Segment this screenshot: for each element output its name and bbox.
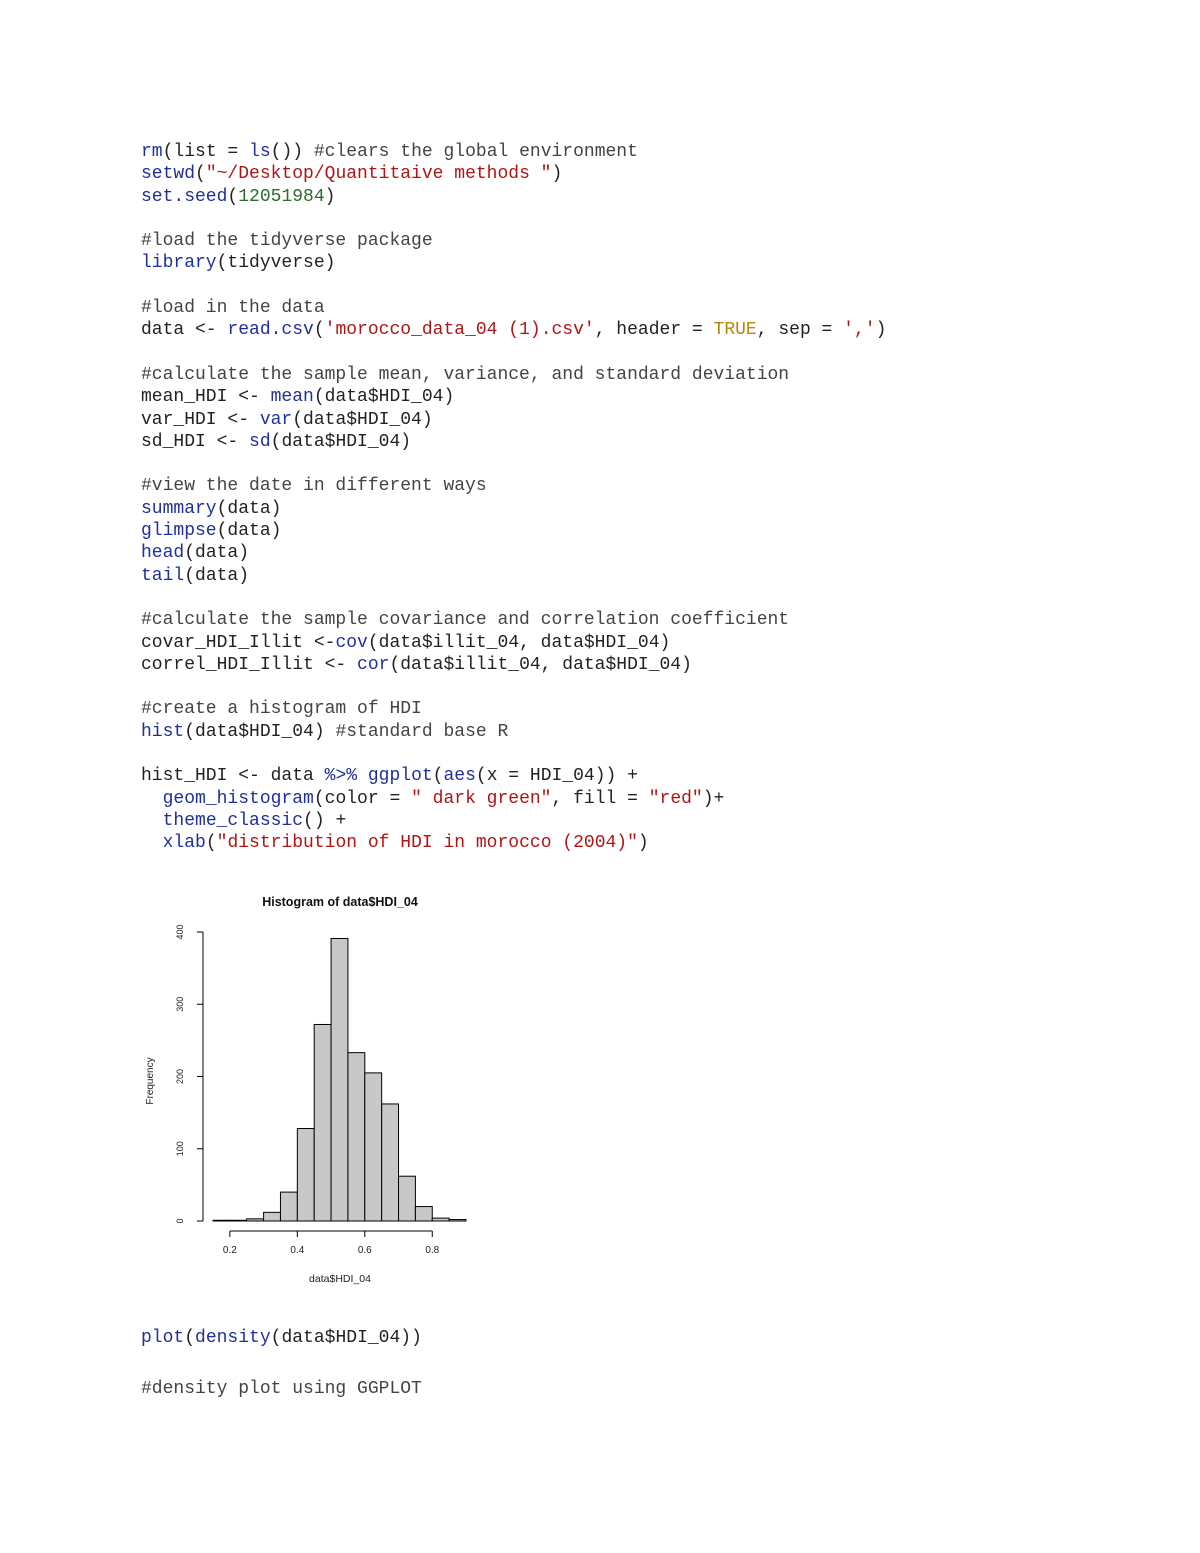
code-string: " dark green" — [411, 788, 552, 809]
code-token: (data$illit_04, data$HDI_04) — [389, 654, 692, 675]
code-token: tail — [141, 565, 185, 586]
code-line — [141, 230, 1141, 252]
code-line — [141, 765, 1141, 787]
code-token: xlab — [162, 833, 206, 854]
code-line — [141, 386, 1141, 408]
histogram-bar — [247, 1219, 264, 1221]
code-token: ( — [205, 833, 217, 854]
code-token: read.csv — [227, 320, 314, 341]
code-token: sd_HDI <- — [141, 431, 250, 452]
x-tick-label: 0.2 — [222, 1245, 237, 1256]
histogram-bar — [264, 1212, 281, 1221]
x-tick-label: 0.6 — [357, 1245, 372, 1256]
code-string: 'morocco_data_04 (1).csv' — [324, 320, 595, 341]
code-token: ggplot — [367, 766, 433, 787]
code-line — [141, 297, 1141, 319]
code-boolean: TRUE — [713, 320, 757, 341]
y-tick-label: 0 — [175, 1218, 185, 1224]
code-block — [141, 141, 1141, 855]
code-token: (data$HDI_04) — [292, 409, 433, 430]
code-comment: #density plot using GGPLOT — [141, 1379, 422, 1400]
code-comment: #load the tidyverse package — [141, 231, 433, 252]
code-comment: #load in the data — [141, 298, 325, 319]
code-string: "red" — [648, 788, 703, 809]
code-token: data <- — [141, 320, 228, 341]
histogram-bar — [297, 1129, 314, 1221]
code-token: ( — [184, 1328, 196, 1348]
code-token — [357, 766, 368, 786]
code-line — [141, 431, 1141, 453]
code-line — [141, 319, 1141, 341]
code-token: (data) — [184, 543, 250, 564]
y-tick-label: 300 — [175, 996, 185, 1012]
code-token: (data$HDI_04)) — [270, 1328, 422, 1348]
code-token: ) — [324, 186, 336, 207]
code-token: ) — [551, 164, 563, 185]
code-line — [141, 475, 1141, 497]
code-token: cov — [335, 632, 368, 653]
x-axis — [223, 1231, 440, 1256]
code-string: "distribution of HDI in morocco (2004)" — [216, 833, 638, 854]
code-line — [141, 832, 1141, 854]
y-axis-label: Frequency — [145, 1057, 156, 1105]
code-comment: #calculate the sample covariance and correlation coefficient — [141, 610, 790, 631]
code-token: set.seed — [141, 186, 228, 207]
histogram-bar — [348, 1053, 365, 1221]
histogram-bar — [382, 1104, 399, 1221]
code-token — [141, 811, 163, 831]
code-token: var_HDI <- — [141, 409, 260, 430]
code-token: density — [195, 1328, 271, 1348]
histogram-bar — [365, 1073, 382, 1221]
code-line — [141, 409, 1141, 431]
code-token: hist — [141, 721, 185, 742]
code-line — [141, 252, 1141, 274]
code-line — [141, 141, 1141, 163]
code-token: summary — [141, 498, 217, 519]
code-line — [141, 364, 1141, 386]
x-axis-label: data$HDI_04 — [309, 1273, 371, 1285]
code-string: "~/Desktop/Quantitaive methods " — [205, 164, 552, 185]
code-comment: #create a histogram of HDI — [141, 699, 422, 720]
histogram-bar — [449, 1220, 466, 1221]
code-line — [141, 721, 1141, 743]
code-token: (data) — [184, 565, 250, 586]
code-token: ls — [249, 142, 271, 162]
code-token — [141, 833, 163, 853]
code-token: geom_histogram — [162, 788, 314, 809]
code-token: (data) — [216, 498, 282, 519]
code-token: ) — [637, 833, 649, 854]
histogram-bar — [280, 1192, 297, 1221]
code-token: sd — [249, 431, 271, 452]
code-token: glimpse — [141, 521, 217, 542]
code-token — [141, 789, 163, 809]
histogram-bar — [230, 1220, 247, 1221]
code-token: (data$HDI_04) — [184, 721, 336, 742]
histogram-bar — [399, 1176, 416, 1221]
code-token: ( — [227, 186, 239, 207]
code-token: (data) — [216, 521, 282, 542]
code-token: , header = — [594, 320, 714, 341]
code-line — [141, 632, 1141, 654]
code-token: rm — [141, 142, 163, 162]
code-line — [141, 186, 1141, 208]
code-line — [141, 163, 1141, 185]
code-token: () + — [303, 810, 347, 831]
y-tick-label: 100 — [175, 1141, 185, 1157]
code-line — [141, 654, 1141, 676]
y-tick-label: 400 — [175, 924, 185, 940]
code-token: (x = HDI_04)) + — [475, 766, 638, 787]
code-token: (data$HDI_04) — [313, 387, 455, 408]
code-line — [141, 565, 1141, 587]
code-token: aes — [443, 766, 476, 787]
code-comment: #calculate the sample mean, variance, and standard deviation — [141, 364, 790, 385]
y-axis — [175, 924, 203, 1223]
histogram-bar — [213, 1220, 230, 1221]
code-token: ( — [313, 320, 325, 341]
histogram-bar — [314, 1024, 331, 1221]
code-token: covar_HDI_Illit <- — [141, 632, 336, 653]
code-comment: #clears the global environment — [313, 142, 638, 162]
code-token: (color = — [313, 788, 412, 809]
histogram-bar — [331, 939, 348, 1221]
code-token: %>% — [324, 766, 358, 787]
y-tick-label: 200 — [175, 1068, 185, 1085]
code-token: var — [259, 409, 293, 430]
code-token: ()) — [270, 142, 314, 162]
x-tick-label: 0.4 — [290, 1245, 305, 1256]
code-line — [141, 520, 1141, 542]
code-token: , sep = — [756, 320, 844, 341]
code-line — [141, 498, 1141, 520]
bars-group — [213, 939, 466, 1221]
code-token: ( — [432, 766, 444, 787]
code-token: (data$illit_04, data$HDI_04) — [367, 632, 671, 653]
chart-title: Histogram of data$HDI_04 — [262, 895, 418, 909]
code-token: mean_HDI <- — [141, 387, 271, 408]
code-token: ( — [195, 164, 206, 185]
code-token: setwd — [141, 164, 196, 185]
code-token: library — [141, 253, 217, 274]
code-number: 12051984 — [238, 186, 325, 207]
code-token: head — [141, 543, 185, 564]
code-token: (tidyverse) — [216, 253, 336, 274]
code-line — [141, 698, 1141, 720]
code-token: plot — [141, 1328, 185, 1348]
code-line — [141, 788, 1141, 810]
code-token: , fill = — [551, 788, 649, 809]
x-tick-label: 0.8 — [425, 1245, 440, 1256]
code-token: mean — [270, 387, 314, 408]
code-comment: #view the date in different ways — [141, 476, 487, 497]
code-line — [141, 810, 1141, 832]
code-line — [141, 1327, 422, 1349]
code-block-after — [141, 1327, 422, 1401]
code-token: theme_classic — [162, 810, 304, 831]
code-line — [141, 542, 1141, 564]
code-token: hist_HDI <- data — [141, 766, 325, 787]
code-string: ',' — [843, 320, 876, 341]
histogram-svg — [140, 888, 480, 1293]
code-token: correl_HDI_Illit <- — [141, 654, 358, 675]
histogram-bar — [415, 1207, 432, 1221]
code-token: cor — [357, 654, 390, 675]
code-token: (list = — [162, 142, 250, 162]
code-comment: #standard base R — [335, 721, 509, 742]
code-token: )+ — [702, 788, 725, 809]
histogram-bar — [432, 1218, 449, 1221]
code-token: (data$HDI_04) — [270, 431, 412, 452]
code-token: ) — [875, 320, 887, 341]
histogram-chart — [140, 888, 480, 1298]
code-line — [141, 1378, 422, 1400]
code-line — [141, 609, 1141, 631]
